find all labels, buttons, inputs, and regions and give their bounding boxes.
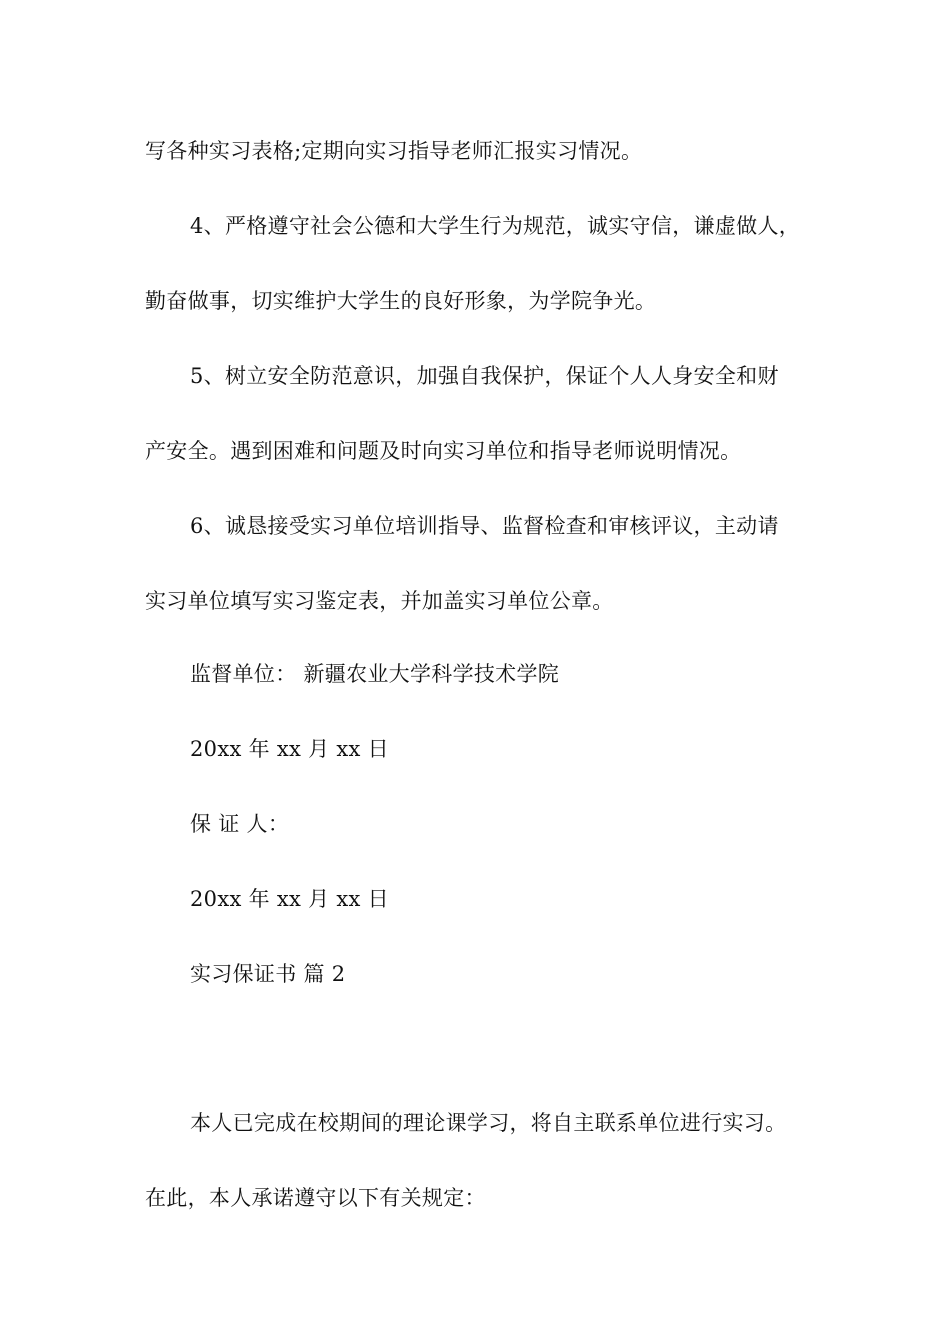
text-line: 本人已完成在校期间的理论课学习，将自主联系单位进行实习。 bbox=[190, 1111, 787, 1135]
text-line: 写各种实习表格;定期向实习指导老师汇报实习情况。 bbox=[145, 139, 643, 163]
supervisor-line: 监督单位： 新疆农业大学科学技术学院 bbox=[190, 662, 560, 686]
text-line: 4、严格遵守社会公德和大学生行为规范，诚实守信，谦虚做人， bbox=[190, 214, 801, 238]
guarantor-line: 保 证 人： bbox=[190, 812, 290, 836]
text-line: 勤奋做事，切实维护大学生的良好形象，为学院争光。 bbox=[145, 289, 657, 313]
section-heading: 实习保证书 篇 2 bbox=[190, 962, 346, 986]
date-line: 20xx 年 xx 月 xx 日 bbox=[190, 887, 389, 911]
text-line: 在此，本人承诺遵守以下有关规定： bbox=[145, 1186, 486, 1210]
text-line: 实习单位填写实习鉴定表，并加盖实习单位公章。 bbox=[145, 589, 614, 613]
date-line: 20xx 年 xx 月 xx 日 bbox=[190, 737, 389, 761]
text-line: 6、诚恳接受实习单位培训指导、监督检查和审核评议，主动请 bbox=[190, 514, 779, 538]
text-line: 产安全。遇到困难和问题及时向实习单位和指导老师说明情况。 bbox=[145, 439, 742, 463]
text-line: 5、树立安全防范意识，加强自我保护，保证个人人身安全和财 bbox=[190, 364, 779, 388]
